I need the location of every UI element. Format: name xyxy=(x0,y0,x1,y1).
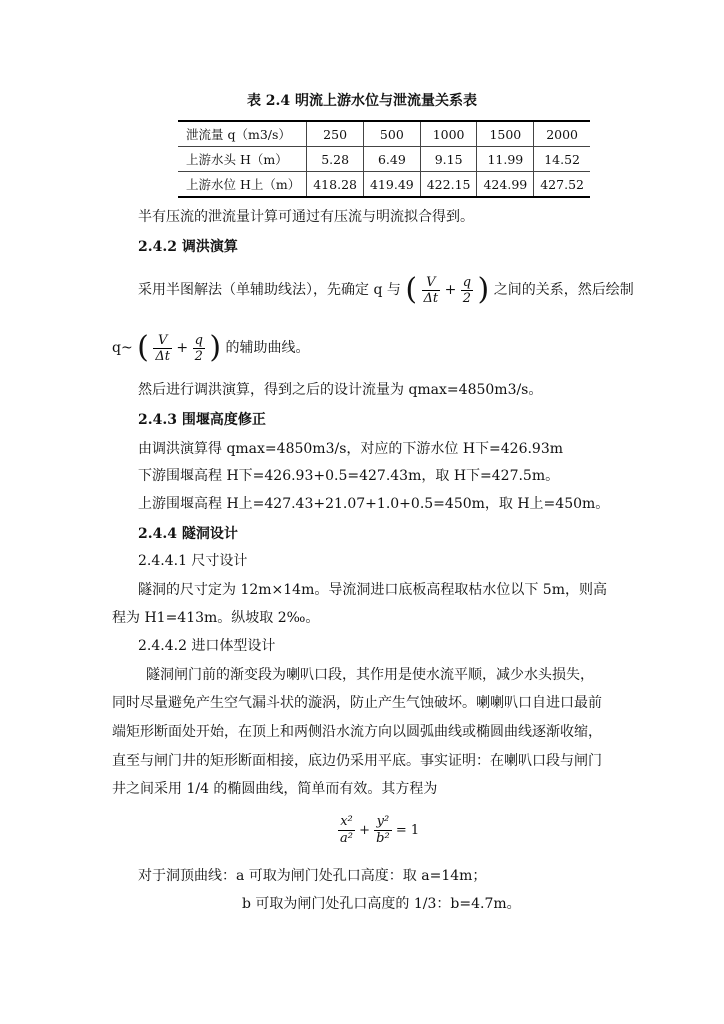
paragraph: 端矩形断面处开始，在顶上和两侧沿水流方向以圆弧曲线或椭圆曲线逐渐收缩， xyxy=(112,724,602,740)
numerator: q xyxy=(462,274,472,290)
text-span: q~ xyxy=(112,340,133,356)
right-paren: ) xyxy=(477,272,490,307)
section-heading: 2.4.4 隧洞设计 xyxy=(138,526,238,542)
table-cell: 2000 xyxy=(534,121,590,147)
fraction-expression xyxy=(137,330,221,366)
table-caption: 表 2.4 明流上游水位与泄流量关系表 xyxy=(246,93,478,109)
paragraph: 程为 H1=413m。纵坡取 2‰。 xyxy=(112,610,320,626)
paragraph: b 可取为闸门处孔口高度的 1/3：b=4.7m。 xyxy=(242,896,521,912)
numerator: V xyxy=(153,333,172,349)
subsection-heading: 2.4.4.2 进口体型设计 xyxy=(138,638,276,654)
denominator: a² xyxy=(340,831,353,846)
left-paren: ( xyxy=(137,330,149,365)
table-cell: 上游水头 H（m） xyxy=(178,147,307,172)
paragraph: 由调洪演算得 qmax=4850m3/s，对应的下游水位 H下=426.93m xyxy=(138,441,564,457)
table-cell: 427.52 xyxy=(534,172,590,198)
numerator: x² xyxy=(338,814,355,831)
fraction-expression xyxy=(405,272,489,308)
paragraph: 半有压流的泄流量计算可通过有压流与明流拟合得到。 xyxy=(138,209,474,225)
fraction xyxy=(374,814,392,847)
table-cell: 泄流量 q（m3/s） xyxy=(178,121,307,147)
table-cell: 500 xyxy=(363,121,420,147)
table-cell: 9.15 xyxy=(420,147,477,172)
plus-sign: + xyxy=(176,340,189,356)
right-paren: ) xyxy=(209,330,222,365)
paragraph: 直至与闸门井的矩形断面相接，底边仍采用平底。事实证明：在喇叭口段与闸门 xyxy=(112,753,602,769)
numerator: V xyxy=(422,275,441,291)
plus-sign: + xyxy=(444,282,457,298)
paragraph: 下游围堰高程 H下=426.93+0.5=427.43m，取 H下=427.5m。 xyxy=(138,468,560,484)
table-row xyxy=(178,172,590,198)
left-paren: ( xyxy=(405,272,418,307)
fraction xyxy=(153,333,172,364)
table-row xyxy=(178,121,590,147)
denominator: Δt xyxy=(423,290,439,306)
table-cell: 1000 xyxy=(420,121,477,147)
fraction xyxy=(193,333,205,364)
table-cell: 1500 xyxy=(477,121,534,147)
paragraph: 然后进行调洪演算，得到之后的设计流量为 qmax=4850m3/s。 xyxy=(138,382,543,398)
text-span: 的辅助曲线。 xyxy=(225,340,310,356)
equals-one: = 1 xyxy=(395,823,420,838)
table-cell: 5.28 xyxy=(307,147,364,172)
denominator: Δt xyxy=(155,348,170,364)
table-cell: 422.15 xyxy=(420,172,477,198)
text-span: 采用半图解法（单辅助线法），先确定 q 与 xyxy=(138,282,401,298)
denominator: b² xyxy=(376,831,390,846)
table-cell: 424.99 xyxy=(477,172,534,198)
denominator: 2 xyxy=(462,290,472,306)
table-cell: 11.99 xyxy=(477,147,534,172)
fraction xyxy=(422,275,441,306)
table-cell: 418.28 xyxy=(307,172,364,198)
table-row xyxy=(178,147,590,172)
paragraph: 隧洞闸门前的渐变段为喇叭口段，其作用是使水流平顺，减少水头损失， xyxy=(146,667,594,683)
fraction xyxy=(461,275,473,306)
numerator: y² xyxy=(374,814,392,831)
plus-sign: + xyxy=(359,823,371,838)
section-heading: 2.4.3 围堰高度修正 xyxy=(138,412,266,428)
table-cell: 250 xyxy=(307,121,364,147)
numerator: q xyxy=(194,332,203,348)
flow-table xyxy=(178,120,590,198)
subsection-heading: 2.4.4.1 尺寸设计 xyxy=(138,553,248,569)
fraction xyxy=(338,814,355,847)
table-cell: 6.49 xyxy=(363,147,420,172)
paragraph: 对于洞顶曲线：a 可取为闸门处孔口高度：取 a=14m； xyxy=(138,868,487,884)
paragraph: 同时尽量避免产生空气漏斗状的漩涡，防止产生气蚀破坏。喇喇叭口自进口最前 xyxy=(112,695,602,711)
denominator: 2 xyxy=(194,348,203,364)
table-cell: 上游水位 H上（m） xyxy=(178,172,307,198)
paragraph: 上游围堰高程 H上=427.43+21.07+1.0+0.5=450m，取 H上=450m。 xyxy=(138,496,610,512)
ellipse-equation xyxy=(338,814,419,847)
paragraph xyxy=(112,330,310,366)
paragraph: 隧洞的尺寸定为 12m×14m。导流洞进口底板高程取枯水位以下 5m，则高 xyxy=(138,582,607,598)
section-heading: 2.4.2 调洪演算 xyxy=(138,239,238,255)
paragraph: 井之间采用 1/4 的椭圆曲线，简单而有效。其方程为 xyxy=(112,781,438,797)
text-span: 之间的关系，然后绘制 xyxy=(493,282,634,298)
table-cell: 419.49 xyxy=(363,172,420,198)
table-cell: 14.52 xyxy=(534,147,590,172)
paragraph xyxy=(138,272,634,308)
